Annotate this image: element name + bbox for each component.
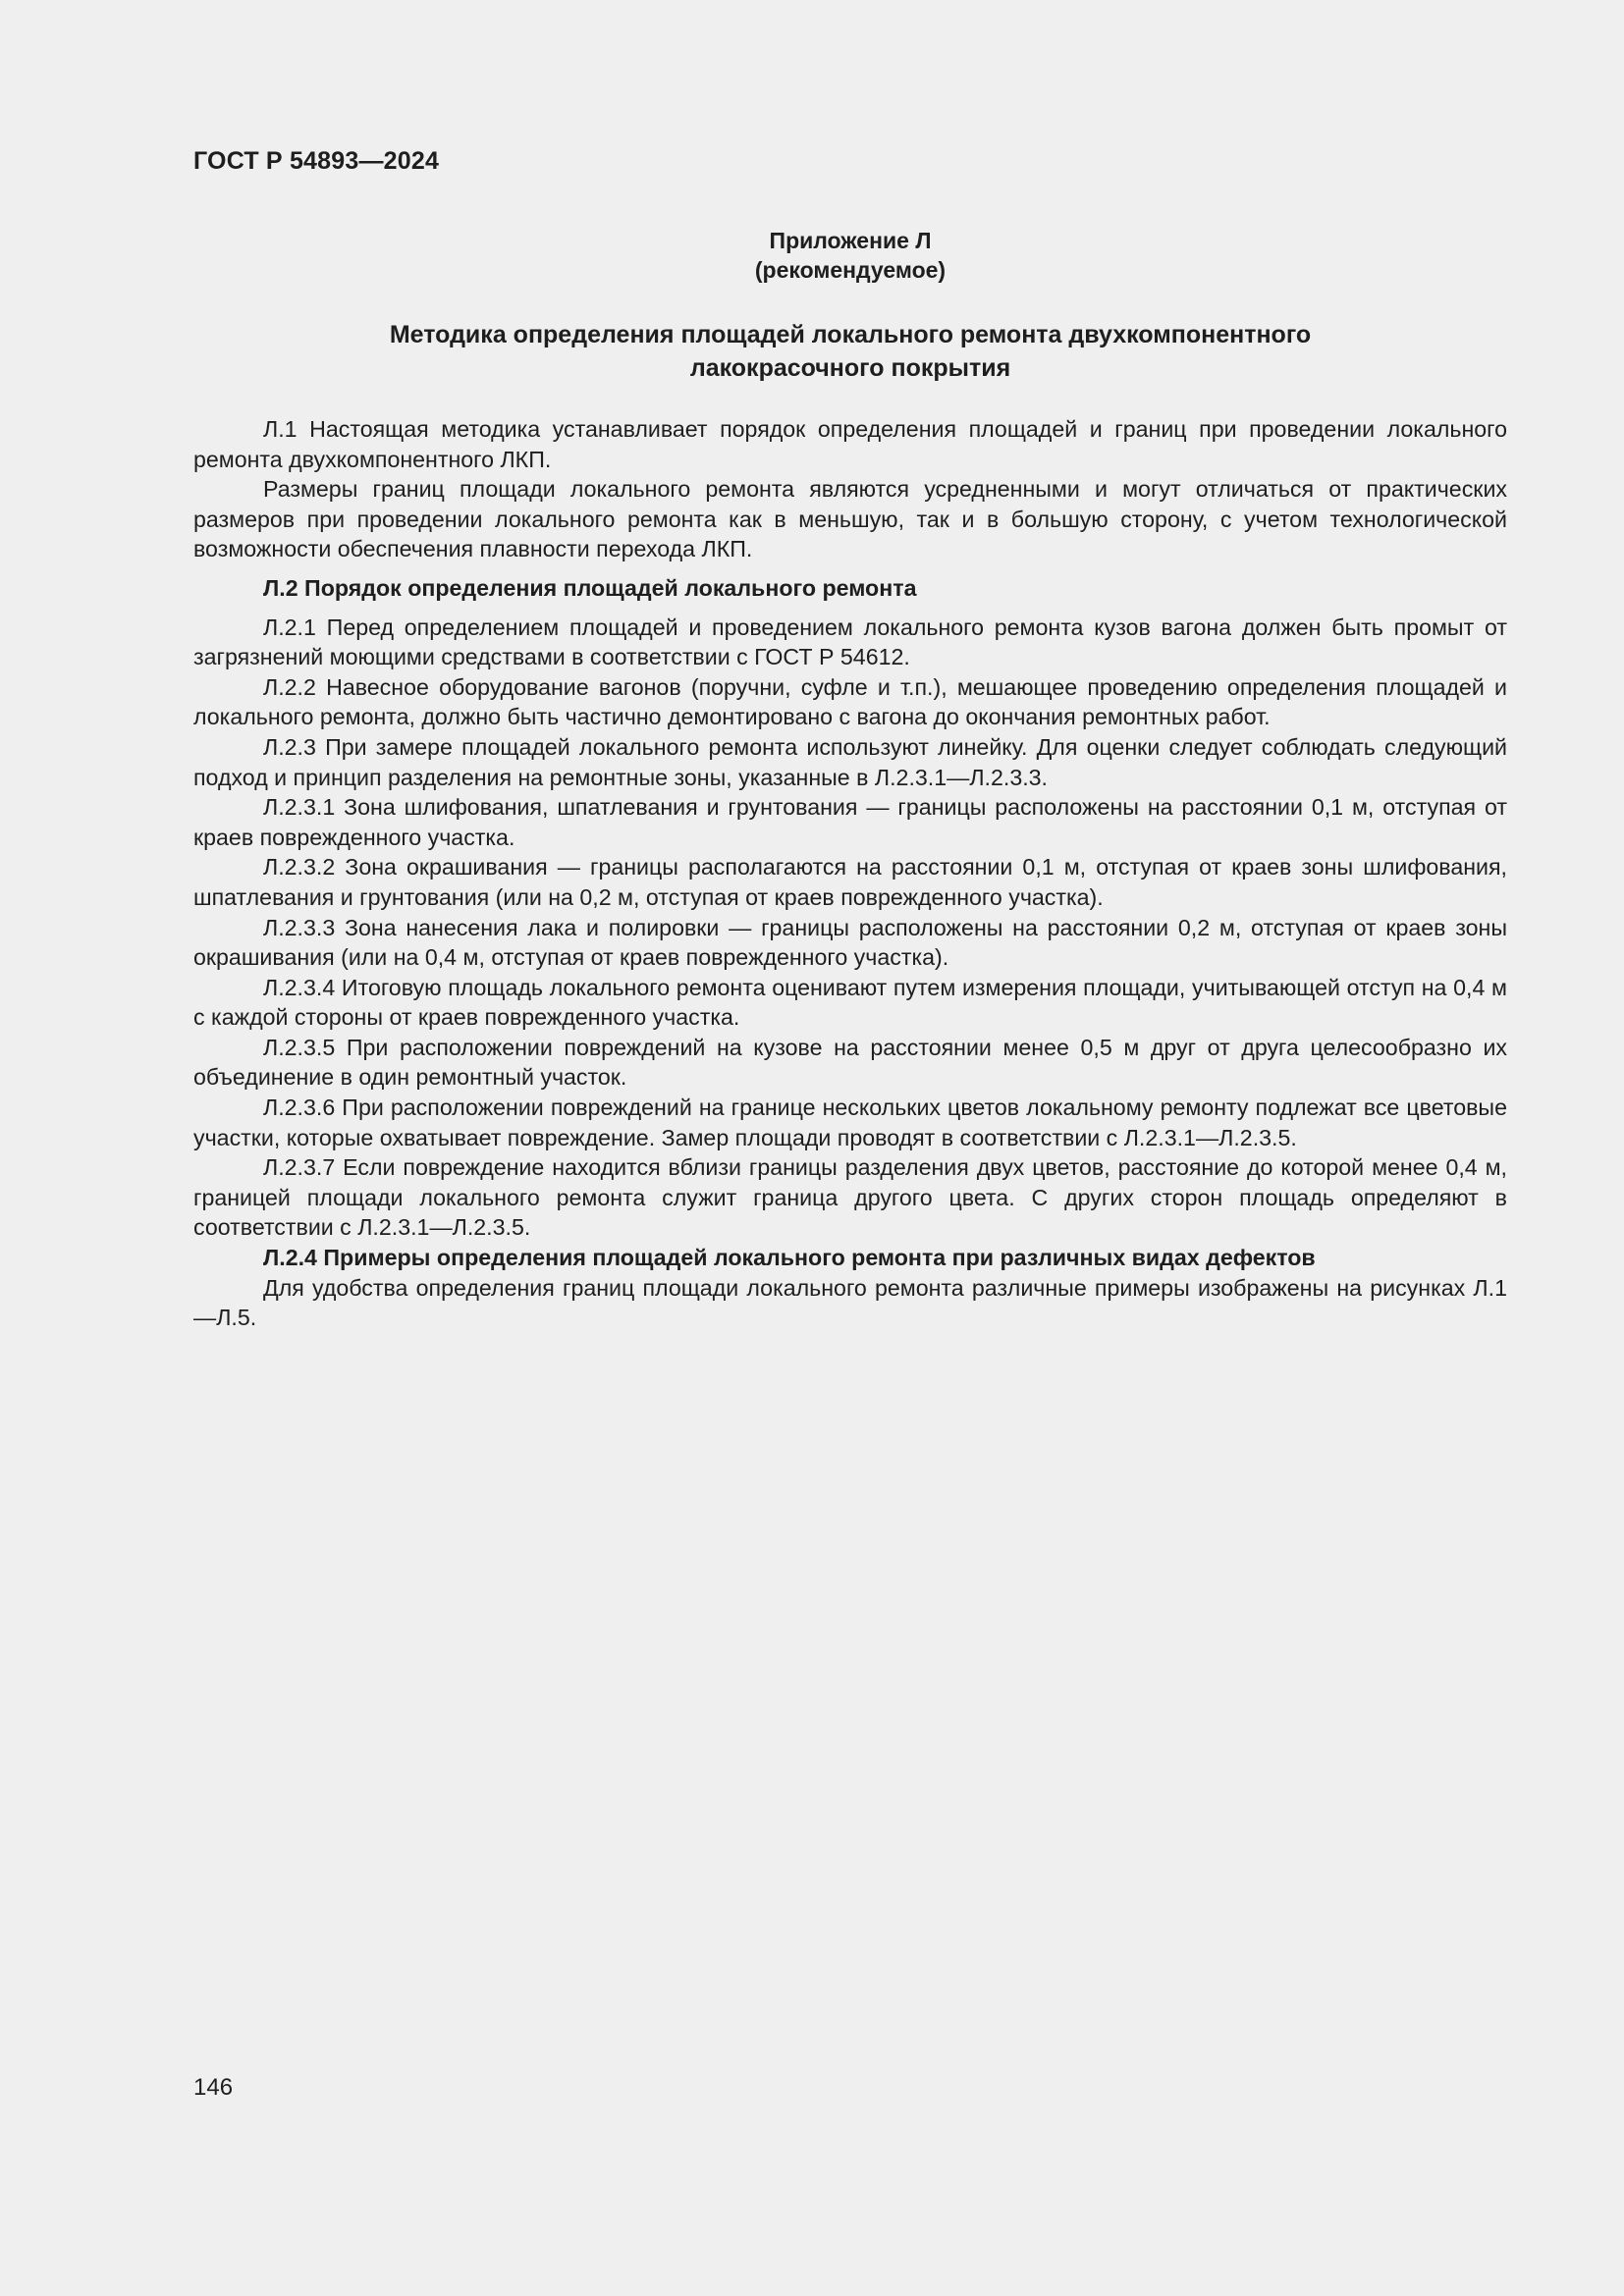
document-title (193, 318, 1507, 385)
paragraph-l2-4-figures: Для удобства определения границ площади локального ремонта различные примеры изображены на рисунках Л.1—Л.5. (193, 1274, 1507, 1331)
paragraph-l1-sizes: Размеры границ площади локального ремонта являются усредненными и могут отличаться от практических размеров при проведении локального ремонта как в меньшую, так и в большую сторону, с учетом технологической возможности обеспечения плавности перехода ЛКП. (193, 476, 1507, 562)
paragraph-l2-3-5: Л.2.3.5 При расположении повреждений на кузове на расстоянии менее 0,5 м друг от друга целесообразно их объединение в один ремонтный участок. (193, 1034, 1507, 1091)
document-standard-id: ГОСТ Р 54893—2024 (193, 147, 440, 175)
section-heading-l2: Л.2 Порядок определения площадей локального ремонта (263, 574, 917, 601)
appendix-heading (193, 226, 1507, 285)
paragraph-l2-3-3: Л.2.3.3 Зона нанесения лака и полировки — границы расположены на расстоянии 0,2 м, отступая от краев зоны окрашивания (или на 0,4 м, отступая от краев поврежденного участка). (193, 914, 1507, 971)
paragraph-l2-3-4: Л.2.3.4 Итоговую площадь локального ремонта оценивают путем измерения площади, учитывающей отступ на 0,4 м с каждой стороны от краев поврежденного участка. (193, 974, 1507, 1031)
paragraph-l2-3-6: Л.2.3.6 При расположении повреждений на границе нескольких цветов локальному ремонту подлежат все цветовые участки, которые охватывает повреждение. Замер площади проводят в соответствии с Л.2.3.1—Л.2.3.5. (193, 1095, 1507, 1150)
paragraph-l2-3: Л.2.3 При замере площадей локального ремонта используют линейку. Для оценки следует соблюдать следующий подход и принцип разделения на ремонтные зоны, указанные в Л.2.3.1—Л.2.3.3. (193, 733, 1507, 790)
paragraph-l2-3-2: Л.2.3.2 Зона окрашивания — границы располагаются на расстоянии 0,1 м, отступая от краев зоны шлифования, шпатлевания и грунтования (или на 0,2 м, отступая от краев поврежденного участка). (193, 854, 1507, 910)
document-title-line-1: Методика определения площадей локального ремонта двухкомпонентного (389, 321, 1312, 348)
appendix-status: (рекомендуемое) (754, 257, 947, 283)
appendix-label: Приложение Л (769, 228, 932, 253)
paragraph-l2-1: Л.2.1 Перед определением площадей и проведением локального ремонта кузов вагона должен быть промыт от загрязнений моющими средствами в соответствии с ГОСТ Р 54612. (193, 614, 1507, 670)
page-number: 146 (193, 2074, 234, 2101)
section-heading-l2-4: Л.2.4 Примеры определения площадей локального ремонта при различных видах дефектов (263, 1245, 1316, 1271)
document-title-line-2: лакокрасочного покрытия (689, 354, 1011, 382)
paragraph-l2-2: Л.2.2 Навесное оборудование вагонов (поручни, суфле и т.п.), мешающее проведению определения площадей и локального ремонта, должно быть частично демонтировано с вагона до окончания ремонтных работ. (193, 673, 1507, 730)
paragraph-l2-3-7: Л.2.3.7 Если повреждение находится вблизи границы разделения двух цветов, расстояние до которой менее 0,4 м, границей площади локального ремонта служит граница другого цвета. С других сторон площадь определяют в соответствии с Л.2.3.1—Л.2.3.5. (193, 1154, 1507, 1241)
paragraph-l1: Л.1 Настоящая методика устанавливает порядок определения площадей и границ при проведении локального ремонта двухкомпонентного ЛКП. (193, 416, 1507, 472)
paragraph-l2-3-1: Л.2.3.1 Зона шлифования, шпатлевания и грунтования — границы расположены на расстоянии 0,1 м, отступая от краев поврежденного участка. (193, 794, 1507, 850)
document-body (193, 414, 1507, 1333)
